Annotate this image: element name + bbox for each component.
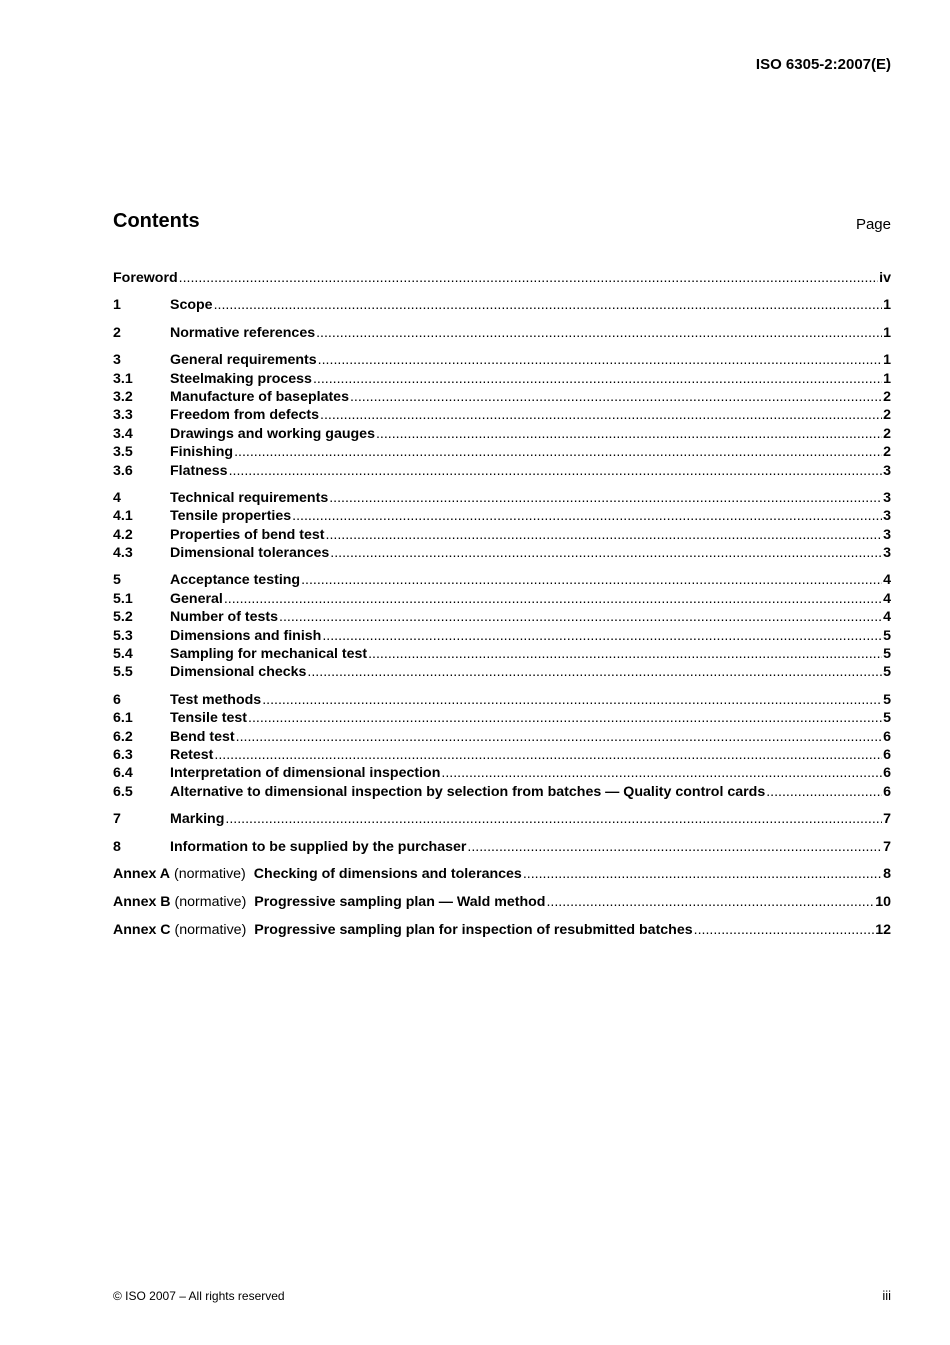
toc-entry-page: 3 [883, 545, 891, 562]
toc-entry-number: 4.1 [113, 508, 133, 525]
toc-entry-title: Number of tests [170, 609, 278, 626]
toc-entry-number: 6.2 [113, 728, 133, 745]
dot-leader [236, 728, 882, 746]
toc-entry[interactable] [113, 728, 891, 746]
toc-entry-page: 2 [883, 444, 891, 461]
toc-entry[interactable] [113, 627, 891, 645]
dot-leader [225, 810, 882, 828]
toc-entry-number: 4.3 [113, 545, 133, 562]
dot-leader [441, 764, 882, 782]
toc-entry-title: Manufacture of baseplates [170, 388, 349, 405]
toc-entry-number: 7 [113, 811, 121, 828]
dot-leader [523, 864, 882, 884]
table-of-contents [113, 269, 891, 940]
toc-entry[interactable] [113, 608, 891, 626]
toc-entry-title: Acceptance testing [170, 572, 301, 589]
dot-leader [279, 608, 882, 626]
toc-entry-page: 5 [883, 646, 891, 663]
annex-title: Checking of dimensions and tolerances [253, 865, 522, 882]
toc-entry-page: 2 [883, 407, 891, 424]
toc-entry-page: 3 [883, 508, 891, 525]
toc-entry-title: Flatness [170, 462, 228, 479]
toc-entry-number: 3 [113, 352, 121, 369]
toc-entry-title: Foreword [113, 270, 178, 286]
page-column-label: Page [855, 216, 891, 233]
toc-entry-number: 8 [113, 838, 121, 855]
toc-entry[interactable] [113, 764, 891, 782]
toc-entry[interactable] [113, 269, 891, 287]
toc-entry-page: 6 [883, 783, 891, 800]
toc-entry-title: Finishing [170, 444, 234, 461]
toc-entry[interactable] [113, 370, 891, 388]
toc-entry-page: 6 [883, 765, 891, 782]
toc-entry[interactable] [113, 838, 891, 856]
annex-type: (normative) [174, 865, 246, 882]
toc-entry-page: 5 [883, 664, 891, 681]
dot-leader [318, 351, 882, 369]
toc-entry-page: 2 [883, 388, 891, 405]
dot-leader [326, 526, 883, 544]
toc-entry-title: Scope [170, 297, 213, 314]
toc-entry-title: Sampling for mechanical test [170, 646, 368, 663]
toc-entry-number: 3.5 [113, 444, 133, 461]
toc-entry-title: Marking [170, 811, 225, 828]
toc-entry-page: 1 [883, 324, 891, 341]
toc-entry-number: 3.6 [113, 462, 133, 479]
toc-entry-title: Dimensional tolerances [170, 545, 330, 562]
annex-type: (normative) [174, 921, 247, 938]
toc-entry[interactable] [113, 507, 891, 525]
toc-entry-page: 3 [883, 489, 891, 506]
toc-entry-title: Normative references [170, 324, 316, 341]
annex-title: Progressive sampling plan — Wald method [254, 893, 546, 910]
toc-entry-page: 3 [883, 462, 891, 479]
toc-entry-page: 7 [883, 811, 891, 828]
toc-entry-title: Bend test [170, 728, 235, 745]
toc-entry-page: 12 [875, 921, 891, 938]
toc-annex-entry[interactable] [113, 920, 891, 940]
toc-entry-number: 5.2 [113, 609, 133, 626]
toc-entry[interactable] [113, 526, 891, 544]
toc-entry[interactable] [113, 709, 891, 727]
toc-annex-entry[interactable] [113, 864, 891, 884]
toc-entry-page: 5 [883, 710, 891, 727]
dot-leader [234, 443, 882, 461]
toc-entry-title: Test methods [170, 691, 262, 708]
toc-entry-number: 5.5 [113, 664, 133, 681]
toc-entry-number: 6.4 [113, 765, 133, 782]
toc-entry-page: iv [879, 270, 891, 286]
toc-entry-title: Properties of bend test [170, 526, 325, 543]
toc-entry[interactable] [113, 691, 891, 709]
dot-leader [224, 590, 882, 608]
toc-entry-page: 4 [883, 572, 891, 589]
toc-entry[interactable] [113, 443, 891, 461]
toc-entry-title: General [170, 590, 223, 607]
dot-leader [214, 746, 882, 764]
toc-entry-number: 3.4 [113, 425, 133, 442]
toc-entry-page: 5 [883, 627, 891, 644]
toc-entry-number: 2 [113, 324, 121, 341]
dot-leader [316, 324, 882, 342]
dot-leader [229, 462, 883, 480]
dot-leader [376, 425, 882, 443]
dot-leader [322, 627, 882, 645]
toc-entry[interactable] [113, 388, 891, 406]
toc-entry-page: 1 [883, 352, 891, 369]
toc-entry-number: 4 [113, 489, 121, 506]
toc-entry-page: 4 [883, 609, 891, 626]
toc-entry-number: 3.1 [113, 370, 133, 387]
toc-entry[interactable] [113, 489, 891, 507]
toc-entry-page: 4 [883, 590, 891, 607]
toc-entry-title: Dimensions and finish [170, 627, 322, 644]
toc-entry-page: 6 [883, 728, 891, 745]
toc-entry-number: 6.5 [113, 783, 133, 800]
toc-entry-page: 6 [883, 746, 891, 763]
toc-entry-number: 5.3 [113, 627, 133, 644]
toc-entry-title: Information to be supplied by the purchaser [170, 838, 467, 855]
dot-leader [467, 838, 882, 856]
dot-leader [320, 406, 882, 424]
toc-entry-title: Drawings and working gauges [170, 425, 375, 442]
toc-entry-number: 5.4 [113, 646, 133, 663]
footer-page-number: iii [882, 1288, 891, 1303]
toc-entry-title: Tensile properties [170, 508, 292, 525]
toc-entry-page: 1 [883, 297, 891, 314]
annex-label: Annex C [113, 921, 171, 938]
dot-leader [214, 296, 883, 314]
toc-entry-number: 6.1 [113, 710, 133, 727]
dot-leader [262, 691, 882, 709]
toc-entry-number: 3.2 [113, 388, 133, 405]
toc-entry[interactable] [113, 406, 891, 424]
toc-annex-entry[interactable] [113, 892, 891, 912]
annex-label: Annex A [113, 865, 171, 882]
dot-leader [694, 920, 875, 940]
toc-entry-title: General requirements [170, 352, 317, 369]
dot-leader [766, 783, 882, 801]
toc-entry-page: 3 [883, 526, 891, 543]
toc-entry-title: Technical requirements [170, 489, 329, 506]
toc-entry-number: 5.1 [113, 590, 133, 607]
toc-entry[interactable] [113, 351, 891, 369]
annex-type: (normative) [174, 893, 247, 910]
toc-entry-title: Freedom from defects [170, 407, 320, 424]
document-id: ISO 6305-2:2007(E) [755, 56, 891, 73]
toc-entry[interactable] [113, 590, 891, 608]
toc-entry[interactable] [113, 544, 891, 562]
dot-leader [546, 892, 874, 912]
toc-entry[interactable] [113, 645, 891, 663]
toc-entry-number: 1 [113, 297, 121, 314]
dot-leader [292, 507, 882, 525]
toc-entry-title: Alternative to dimensional inspection by selection from batches — Quality control cards [170, 783, 766, 800]
toc-entry[interactable] [113, 324, 891, 342]
toc-entry-title: Tensile test [170, 710, 248, 727]
toc-entry-title: Dimensional checks [170, 664, 307, 681]
annex-title: Progressive sampling plan for inspection of resubmitted batches [254, 921, 693, 938]
toc-entry-title: Steelmaking process [170, 370, 312, 387]
toc-entry-title: Retest [170, 746, 214, 763]
toc-entry-page: 7 [883, 838, 891, 855]
toc-entry-page: 5 [883, 691, 891, 708]
toc-entry[interactable] [113, 783, 891, 801]
toc-entry[interactable] [113, 425, 891, 443]
dot-leader [313, 370, 882, 388]
toc-entry-title: Interpretation of dimensional inspection [170, 765, 441, 782]
annex-label: Annex B [113, 893, 171, 910]
toc-entry-page: 10 [875, 893, 891, 910]
footer-copyright: © ISO 2007 – All rights reserved [113, 1289, 285, 1303]
toc-entry-number: 6 [113, 691, 121, 708]
dot-leader [329, 489, 882, 507]
toc-entry[interactable] [113, 462, 891, 480]
dot-leader [368, 645, 882, 663]
toc-entry[interactable] [113, 663, 891, 681]
toc-entry[interactable] [113, 746, 891, 764]
toc-entry-page: 8 [883, 865, 891, 882]
toc-entry-page: 1 [883, 370, 891, 387]
toc-entry[interactable] [113, 296, 891, 314]
toc-entry-number: 6.3 [113, 746, 133, 763]
dot-leader [350, 388, 882, 406]
toc-entry-page: 2 [883, 425, 891, 442]
dot-leader [248, 709, 882, 727]
toc-entry-number: 4.2 [113, 526, 133, 543]
toc-entry[interactable] [113, 810, 891, 828]
dot-leader [330, 544, 882, 562]
dot-leader [179, 269, 879, 287]
toc-entry-number: 3.3 [113, 407, 133, 424]
contents-title: Contents [113, 210, 200, 232]
toc-entry-number: 5 [113, 572, 121, 589]
dot-leader [307, 663, 882, 681]
dot-leader [301, 571, 882, 589]
toc-entry[interactable] [113, 571, 891, 589]
